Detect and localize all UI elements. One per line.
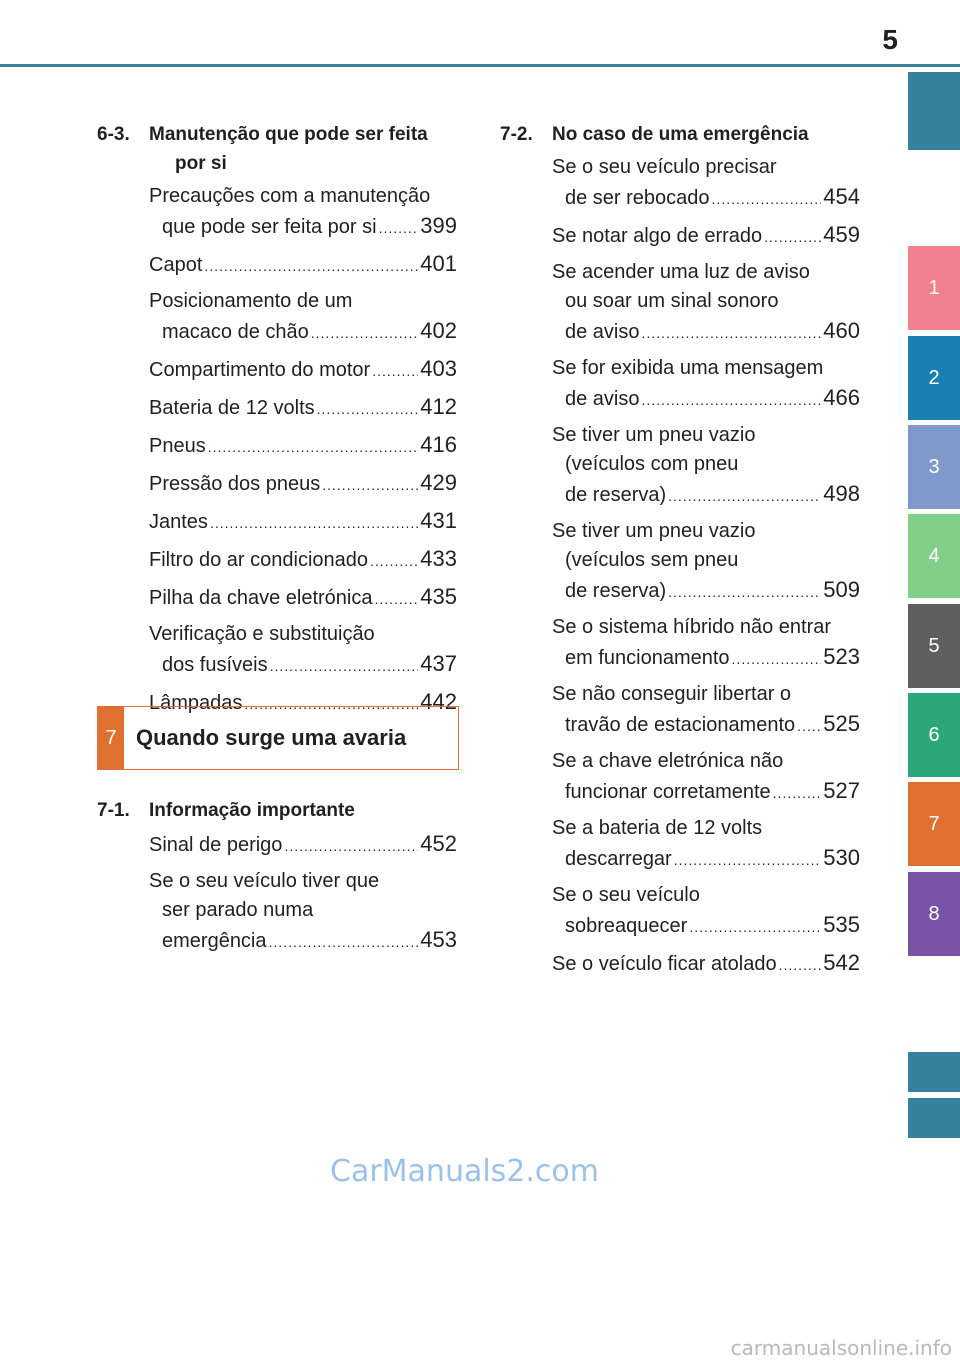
toc-entry[interactable] bbox=[500, 258, 860, 348]
dot-leader bbox=[674, 846, 822, 875]
toc-entry[interactable] bbox=[500, 220, 860, 252]
toc-entry-text: dos fusíveis bbox=[162, 654, 268, 676]
toc-entry-line: Se acender uma luz de aviso bbox=[552, 261, 810, 283]
page-reference: 509 bbox=[823, 577, 860, 602]
page-reference: 525 bbox=[823, 711, 860, 736]
chapter-tab-blank-0[interactable] bbox=[908, 72, 960, 150]
toc-entry-line: ou soar um sinal sonoro bbox=[565, 290, 779, 312]
toc-entry-line: Se não conseguir libertar o bbox=[552, 683, 792, 705]
section-6-3 bbox=[97, 120, 457, 719]
dot-leader bbox=[642, 386, 822, 415]
toc-entry[interactable] bbox=[97, 506, 457, 538]
page-reference: 435 bbox=[420, 584, 457, 609]
dot-leader bbox=[668, 578, 821, 607]
toc-entry-text: Pilha da chave eletrónica bbox=[149, 587, 373, 609]
chapter-tab-blank-10[interactable] bbox=[908, 1098, 960, 1138]
page-reference: 459 bbox=[823, 222, 860, 247]
toc-entry[interactable] bbox=[97, 287, 457, 348]
toc-entry[interactable] bbox=[500, 814, 860, 875]
chapter-tab-blank-9[interactable] bbox=[908, 1052, 960, 1092]
dot-leader bbox=[797, 712, 821, 741]
dot-leader bbox=[764, 223, 821, 252]
toc-entry-line: Se a chave eletrónica não bbox=[552, 750, 784, 772]
watermark-carmanualsonline[interactable]: carmanualsonline.info bbox=[730, 1336, 952, 1360]
dot-leader bbox=[689, 913, 821, 942]
toc-entry-text: de reserva) bbox=[565, 580, 667, 602]
section-heading bbox=[97, 120, 457, 178]
toc-entry-text: Sinal de perigo bbox=[149, 834, 283, 856]
toc-entry-text: que pode ser feita por si bbox=[162, 216, 377, 238]
toc-entry-text: Se notar algo de errado bbox=[552, 225, 763, 247]
page-reference: 416 bbox=[420, 432, 457, 457]
dot-leader bbox=[779, 951, 822, 980]
page-reference: 433 bbox=[420, 546, 457, 571]
page-reference: 523 bbox=[823, 644, 860, 669]
dot-leader bbox=[322, 471, 418, 500]
section-number: 7-1. bbox=[97, 800, 130, 821]
toc-entry-text: de aviso bbox=[565, 321, 640, 343]
toc-entry-text: descarregar bbox=[565, 848, 672, 870]
toc-entry-line: Se o sistema híbrido não entrar bbox=[552, 616, 832, 638]
toc-entry-line: Verificação e substituição bbox=[149, 623, 375, 645]
toc-entry-line: Se tiver um pneu vazio bbox=[552, 424, 756, 446]
section-title: Informação importante bbox=[149, 800, 355, 821]
right-column bbox=[500, 120, 860, 986]
toc-entry[interactable] bbox=[97, 867, 457, 957]
page-reference: 498 bbox=[823, 481, 860, 506]
dot-leader bbox=[773, 779, 822, 808]
toc-entry[interactable] bbox=[97, 354, 457, 386]
chapter-tab-2[interactable]: 2 bbox=[908, 336, 960, 420]
toc-entry-text: de aviso bbox=[565, 388, 640, 410]
page-reference: 401 bbox=[420, 251, 457, 276]
section-title: Manutenção que pode ser feita por si bbox=[149, 124, 428, 174]
toc-entry-text: Pressão dos pneus bbox=[149, 473, 321, 495]
toc-entry-text: Capot bbox=[149, 254, 203, 276]
toc-entry-text: sobreaquecer bbox=[565, 915, 688, 937]
toc-entry[interactable] bbox=[97, 249, 457, 281]
toc-entry-line: ser parado numa bbox=[162, 899, 314, 921]
toc-entry[interactable] bbox=[500, 948, 860, 980]
dot-leader bbox=[284, 832, 418, 861]
dot-leader bbox=[732, 645, 822, 674]
page-reference: 466 bbox=[823, 385, 860, 410]
left-column bbox=[97, 120, 457, 725]
page-number: 5 bbox=[882, 24, 898, 55]
section-title: No caso de uma emergência bbox=[552, 124, 809, 145]
toc-entry-text: Lâmpadas bbox=[149, 692, 243, 714]
chapter-tab-1[interactable]: 1 bbox=[908, 246, 960, 330]
toc-entry-line: Se o seu veículo bbox=[552, 884, 700, 906]
page-reference: 535 bbox=[823, 912, 860, 937]
toc-entry-text: de reserva) bbox=[565, 484, 667, 506]
chapter-tab-3[interactable]: 3 bbox=[908, 425, 960, 509]
toc-entry-text: Filtro do ar condicionado bbox=[149, 549, 369, 571]
page-reference: 542 bbox=[823, 950, 860, 975]
toc-entry-text: funcionar corretamente bbox=[565, 781, 771, 803]
dot-leader bbox=[317, 395, 419, 424]
page-reference: 453 bbox=[420, 927, 457, 952]
dot-leader bbox=[208, 433, 419, 462]
page-reference: 402 bbox=[420, 318, 457, 343]
dot-leader bbox=[668, 482, 821, 511]
page-reference: 442 bbox=[420, 689, 457, 714]
chapter-tab-7[interactable]: 7 bbox=[908, 782, 960, 866]
dot-leader bbox=[712, 185, 822, 214]
toc-entry[interactable] bbox=[97, 544, 457, 576]
page-reference: 530 bbox=[823, 845, 860, 870]
dot-leader bbox=[370, 547, 418, 576]
dot-leader bbox=[269, 928, 419, 957]
dot-leader bbox=[210, 509, 418, 538]
page-reference: 399 bbox=[420, 213, 457, 238]
toc-entry-text: Jantes bbox=[149, 511, 208, 533]
toc-entry-line: Se for exibida uma mensagem bbox=[552, 357, 824, 379]
toc-entry-line: Se tiver um pneu vazio bbox=[552, 520, 756, 542]
dot-leader bbox=[374, 585, 418, 614]
toc-entry-text: emergência bbox=[162, 930, 267, 952]
toc-entry[interactable] bbox=[500, 680, 860, 741]
page-reference: 403 bbox=[420, 356, 457, 381]
chapter-tab-5[interactable]: 5 bbox=[908, 604, 960, 688]
toc-entry[interactable] bbox=[97, 392, 457, 424]
toc-entry[interactable] bbox=[500, 421, 860, 511]
section-7-1 bbox=[97, 796, 457, 957]
top-rule bbox=[0, 64, 960, 67]
chapter-tab-6[interactable]: 6 bbox=[908, 693, 960, 777]
page-reference: 460 bbox=[823, 318, 860, 343]
toc-entry-line: Se o seu veículo precisar bbox=[552, 156, 777, 178]
toc-entry-line: (veículos com pneu bbox=[565, 453, 739, 475]
chapter-title: Quando surge uma avaria bbox=[136, 725, 407, 750]
watermark-carmanuals2[interactable]: CarManuals2.com bbox=[330, 1154, 600, 1189]
dot-leader bbox=[642, 319, 822, 348]
toc-entry-line: Posicionamento de um bbox=[149, 290, 353, 312]
toc-entry-text: Pneus bbox=[149, 435, 206, 457]
dot-leader bbox=[204, 252, 418, 281]
toc-entry-text: Bateria de 12 volts bbox=[149, 397, 315, 419]
page-reference: 527 bbox=[823, 778, 860, 803]
toc-entry-text: de ser rebocado bbox=[565, 187, 710, 209]
left-column-lower bbox=[97, 796, 457, 963]
chapter-7-header bbox=[97, 706, 459, 770]
toc-entry[interactable] bbox=[500, 881, 860, 942]
toc-entry[interactable] bbox=[97, 182, 457, 243]
toc-entry[interactable] bbox=[500, 153, 860, 214]
toc-entry-text: Compartimento do motor bbox=[149, 359, 371, 381]
toc-entry[interactable] bbox=[500, 747, 860, 808]
section-7-2 bbox=[500, 120, 860, 980]
toc-entry-text: Se o veículo ficar atolado bbox=[552, 953, 777, 975]
toc-entry[interactable] bbox=[500, 517, 860, 607]
page-reference: 412 bbox=[420, 394, 457, 419]
toc-entry-line: (veículos sem pneu bbox=[565, 549, 739, 571]
toc-entry-text: travão de estacionamento bbox=[565, 714, 796, 736]
page-reference: 429 bbox=[420, 470, 457, 495]
dot-leader bbox=[379, 214, 419, 243]
toc-entry[interactable] bbox=[97, 620, 457, 681]
toc-entry-text: macaco de chão bbox=[162, 321, 309, 343]
toc-entry[interactable] bbox=[97, 582, 457, 614]
dot-leader bbox=[372, 357, 418, 386]
page-reference: 454 bbox=[823, 184, 860, 209]
page-reference: 452 bbox=[420, 831, 457, 856]
toc-entry[interactable] bbox=[97, 829, 457, 861]
toc-entry[interactable] bbox=[500, 354, 860, 415]
dot-leader bbox=[270, 652, 419, 681]
toc-entry[interactable] bbox=[97, 468, 457, 500]
section-number: 6-3. bbox=[97, 124, 130, 145]
page-reference: 437 bbox=[420, 651, 457, 676]
toc-entry-text: em funcionamento bbox=[565, 647, 730, 669]
section-number: 7-2. bbox=[500, 124, 533, 145]
chapter-number: 7 bbox=[98, 707, 124, 769]
toc-entry-line: Se a bateria de 12 volts bbox=[552, 817, 763, 839]
page-reference: 431 bbox=[420, 508, 457, 533]
toc-entry-line: Precauções com a manutenção bbox=[149, 185, 431, 207]
toc-entry-line: Se o seu veículo tiver que bbox=[149, 870, 380, 892]
chapter-tab-4[interactable]: 4 bbox=[908, 514, 960, 598]
section-heading bbox=[97, 796, 457, 825]
section-heading bbox=[500, 120, 860, 149]
toc-entry[interactable] bbox=[97, 430, 457, 462]
toc-entry[interactable] bbox=[500, 613, 860, 674]
dot-leader bbox=[311, 319, 419, 348]
chapter-tab-8[interactable]: 8 bbox=[908, 872, 960, 956]
